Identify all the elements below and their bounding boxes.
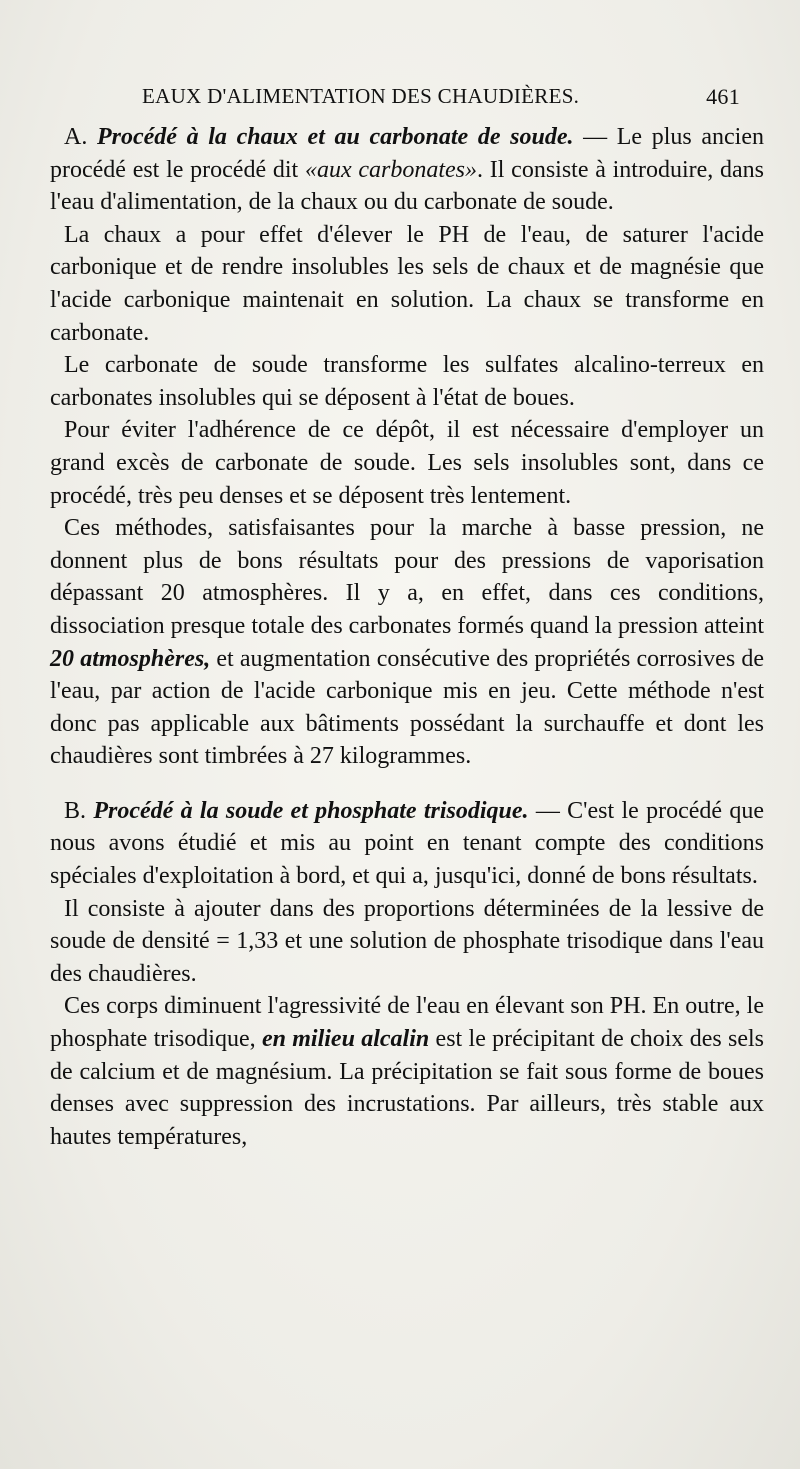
section-b-p3-part-b: est le précipitant de choix des sels de calcium et de magnésium. La précipitation se fait sous forme de boues denses avec suppression des incrustations. Par ailleurs, très stable aux hautes températures,	[50, 1026, 764, 1150]
section-a-p1-rest: . Il consiste à introduire, dans l'eau d'alimentation, de la chaux ou du carbonate de soude.	[50, 156, 765, 216]
section-a-p5-part-a: Ces méthodes, satisfaisantes pour la marche à basse pression, ne donnent plus de bons résultats pour des pressions de vaporisation dépassant 20 atmosphères. Il y a, en effet, dans ces conditions, dissociation presque totale des carbonates formés quand la pression atteint	[50, 515, 764, 639]
section-b-paragraph-2: Il consiste à ajouter dans des proportions déterminées de la lessive de soude de densité = 1,33 et une solution de phosphate trisodique dans l'eau des chaudières.	[50, 895, 764, 987]
running-header	[60, 84, 740, 114]
running-title: EAUX D'ALIMENTATION DES CHAUDIÈRES.	[142, 84, 580, 108]
section-a-paragraph-1	[50, 121, 764, 219]
section-b-label: B.	[64, 797, 87, 824]
section-a-paragraph-3: Le carbonate de soude transforme les sulfates alcalino-terreux en carbonates insolubles qui se déposent à l'état de boues.	[50, 352, 764, 411]
section-a-p5-emphasis: 20 atmosphères,	[50, 645, 211, 672]
section-b-p3-emphasis: en milieu alcalin	[261, 1026, 430, 1053]
section-a-paragraph-2: La chaux a pour effet d'élever le PH de l'eau, de saturer l'acide carbonique et de rendre insolubles les sels de chaux et de magnésie que l'acide carbonique maintenait en solution. La chaux se transforme en carbonate.	[50, 221, 764, 346]
section-b-p3-part-a: Ces corps diminuent l'agressivité de l'eau en élevant son PH. En outre, le phosphate trisodique,	[50, 993, 764, 1053]
page-number: 461	[706, 84, 740, 109]
body-text	[50, 121, 764, 1153]
section-a-p1-lead: — Le plus ancien procédé est le procédé dit	[50, 124, 765, 183]
section-a-quote: «aux carbonates»	[304, 156, 478, 183]
section-b-paragraph-3	[50, 990, 764, 1153]
section-a-heading: Procédé à la chaux et au carbonate de soude.	[97, 124, 574, 150]
section-a-paragraph-5	[50, 512, 764, 773]
section-b-paragraph-1	[50, 795, 764, 893]
section-b-heading: Procédé à la soude et phosphate trisodique.	[93, 797, 529, 824]
section-a-paragraph-4: Pour éviter l'adhérence de ce dépôt, il est nécessaire d'employer un grand excès de carbonate de soude. Les sels insolubles sont, dans ce procédé, très peu denses et se déposent très lentement.	[50, 417, 764, 509]
section-a-label: A.	[64, 124, 88, 150]
section-a-p5-part-b: et augmentation consécutive des propriétés corrosives de l'eau, par action de l'acide carbonique mis en jeu. Cette méthode n'est donc pas applicable aux bâtiments possédant la surchauffe et dont les chaudières sont timbrées à 27 kilogrammes.	[50, 645, 764, 770]
section-b-p1-rest: — C'est le procédé que nous avons étudié et mis au point en tenant compte des conditions spéciales d'exploitation à bord, et qui a, jusqu'ici, donné de bons résultats.	[50, 797, 765, 890]
